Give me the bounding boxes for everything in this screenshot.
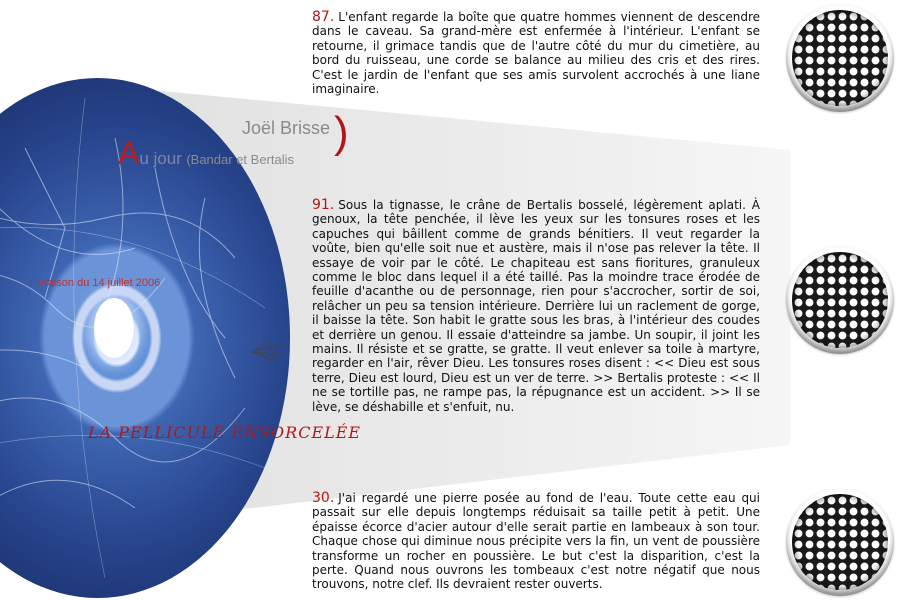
speaker-grille-icon [792, 252, 888, 348]
passage-number: 30. [312, 490, 335, 506]
passage-text: L'enfant regarde la boîte que quatre hommes viennent de descendre dans le caveau. Sa grand-mère est enfermée à l'intérieur. L'enfant se retourne, il grimace tandis que de l'autre côté du mur du cimetière, au bord du ruisseau, une corde se balance au milieu des cris et des rires. C'est le jardin de l'enfant que ses amis survolent accrochés à une liane imaginaire. [312, 10, 760, 97]
title-paren: ) [334, 108, 349, 157]
speaker-grille-icon [792, 494, 888, 590]
passage-30 [312, 491, 760, 592]
disc-hub [94, 298, 134, 358]
brand-logo: LA PELLICULE ENSORCELÉE [88, 423, 362, 442]
passage-91 [312, 198, 760, 414]
passage-text: J'ai regardé une pierre posée au fond de l'eau. Toute cette eau qui passait sur elle depuis longtemps réduisait sa taille petit à petit. Une épaisse écorce d'acier autour d'elle serait partie en lambeaux à son tour. Chaque chose qui diminue nous précipite vers la fin, un vent de poussière transforme un rocher en poussière. Le but c'est la disparition, c'est la perte. Quand nous ouvrons les tombeaux c'est notre négatif que nous trouvons, notre clef. Ils devraient rester ouverts. [312, 491, 760, 592]
speaker-button-30[interactable] [786, 488, 894, 596]
spiderweb-icon [249, 338, 285, 366]
livraison-date: Livraison du 14 juillet 2006 [30, 277, 161, 289]
book-title [118, 135, 294, 172]
passage-text: Sous la tignasse, le crâne de Bertalis bosselé, légèrement aplati. À genoux, la tête penchée, il lève les yeux sur les tonsures roses et les capuches qui bâillent comme de grands bénitiers. Il veut regarder la voûte, bien qu'elle soit nue et austère, mais il n'ose pas relever la tête. Il essaye de voir par le côté. Le chapiteau est sans fioritures, granuleux comme le bloc dans lequel il a été taillé. Pas la moindre trace érodée de feuille d'acanthe ou de personnage, rien pour s'accrocher, sortir de soi, relâcher un peu sa tension intérieure. Derrière lui un raclement de gorge, il baisse la tête. Son habit le gratte sous les bras, à l'intérieur des coudes et derrière un genou. Il essaie d'atteindre sa jambe. Un soupir, il joint les mains. Il résiste et se gratte, se gratte. Il veut enlever sa toile à martyre, regarder en l'air, rêver Dieu. Les tonsures roses disent : << Dieu est sous terre, Dieu est lourd, Dieu est un ver de terre. >> Bertalis proteste : << Il ne se tortille pas, ne rampe pas, la répugnance est un accident. >> Il se lève, se déshabille et s'enfuit, nu. [312, 198, 760, 414]
speaker-grille-icon [792, 10, 888, 106]
author-name: Joël Brisse [242, 118, 331, 138]
title-subtitle: (Bandar et Bertalis [186, 152, 294, 167]
passage-87 [312, 10, 760, 96]
title-initial: A [118, 135, 140, 171]
passage-number: 87. [312, 9, 335, 25]
title-rest: u jour [139, 149, 182, 168]
speaker-button-87[interactable] [786, 4, 894, 112]
passage-number: 91. [312, 197, 335, 213]
speaker-button-91[interactable] [786, 246, 894, 354]
